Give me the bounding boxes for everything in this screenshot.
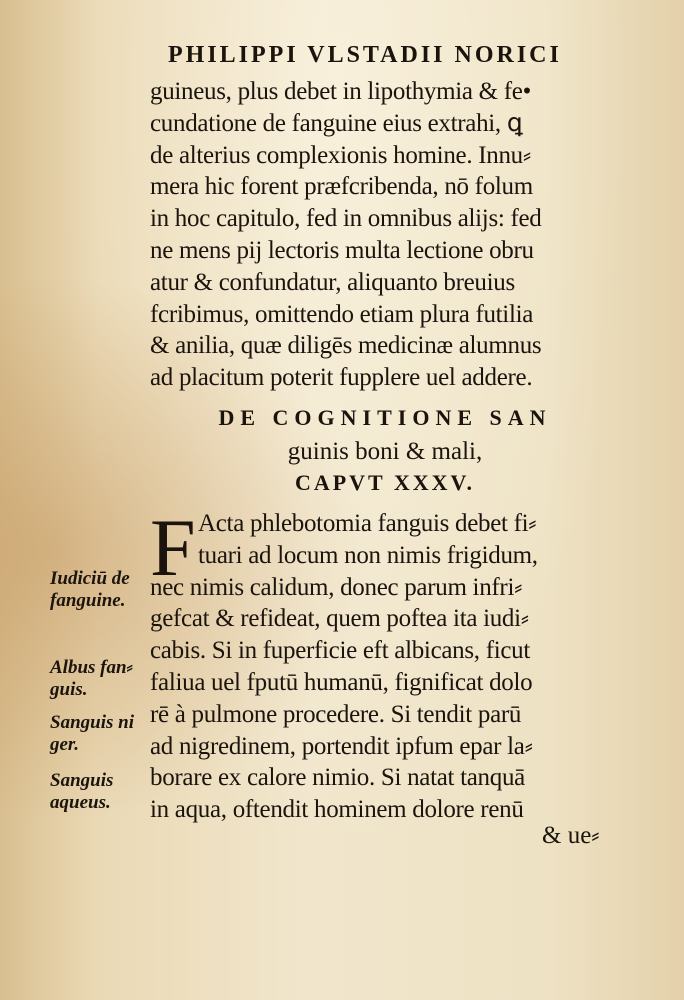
running-head: PHILIPPI VLSTADII NORICI [168,42,562,68]
text-line: mera hic forent præfcribenda, nō folum [150,173,533,201]
margin-note: Sanguis ni ger. [50,712,134,755]
text-line: in hoc capitulo, fed in omnibus alijs: fed [150,205,542,233]
chapter-number: CAPVT XXXV. [294,470,476,495]
chapter-heading: DE COGNITIONE SAN [218,405,552,430]
chapter-heading-continued: guinis boni & mali, [287,438,483,465]
text-line: de alterius complexionis homine. Innu⸗ [150,141,531,169]
text-line: nec nimis calidum, donec parum infri⸗ [150,573,523,601]
text-line: atur & confundatur, aliquanto breuius [150,268,515,296]
text-line: ad nigredinem, portendit ipfum epar la⸗ [150,732,533,760]
text-line: ne mens pij lectoris multa lectione obru [150,236,534,264]
text-line: faliua uel fputū humanū, fignificat dolo [150,668,533,696]
text-line: & anilia, quæ diligēs medicinæ alumnus [150,332,542,360]
text-line: gefcat & refideat, quem poftea ita iudi⸗ [150,605,529,633]
text-line: rē à pulmone procedere. Si tendit parū [150,700,522,728]
margin-note: Sanguis aqueus. [50,770,114,813]
text-line: cundatione de fanguine eius extrahi, ꝗ [150,109,523,137]
text-line: borare ex calore nimio. Si natat tanquā [150,764,525,792]
text-line: in aqua, oftendit hominem dolore renū [150,796,524,824]
margin-note: Albus fan⸗ guis. [50,657,133,700]
chapter-text [150,502,620,826]
text-line: Acta phlebotomia fanguis debet fi⸗ [198,510,537,537]
text-line: fcribimus, omittendo etiam plura futilia [150,300,534,328]
text-line: ad placitum poterit fupplere uel addere. [150,364,533,392]
margin-note: Iudiciū de fanguine. [50,568,130,611]
body-text [150,76,620,394]
drop-cap: F [150,502,196,593]
text-line: guineus, plus debet in lipothymia & fe• [150,78,532,105]
text-line: cabis. Si in fuperficie eft albicans, ficut [150,637,531,665]
catchword: & ue⸗ [542,822,600,849]
text-line: tuari ad locum non nimis frigidum, [198,541,538,569]
